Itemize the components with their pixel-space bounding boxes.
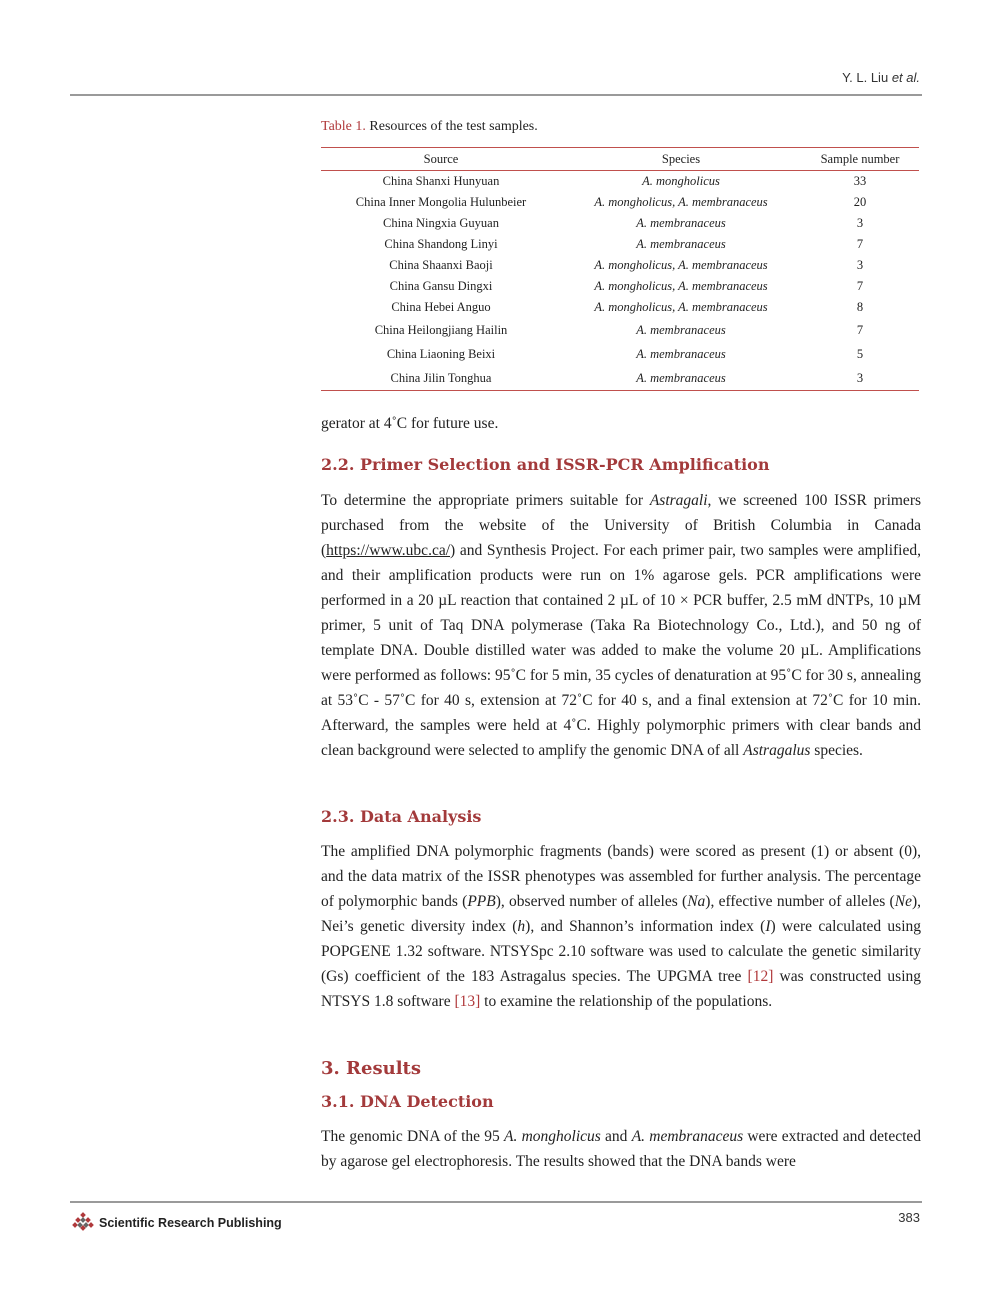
table-label[interactable]: Table 1. <box>321 119 366 134</box>
table-row <box>321 318 919 342</box>
cell-source: China Inner Mongolia Hulunbeier <box>355 195 527 209</box>
cell-species: A. membranaceus <box>636 216 726 230</box>
cell-source: China Gansu Dingxi <box>389 279 493 293</box>
table-row <box>321 276 919 297</box>
publisher-name: Scientific Research Publishing <box>99 1216 282 1230</box>
column-header-source: Source <box>321 148 561 171</box>
section-heading-2-2: 2.2. Primer Selection and ISSR-PCR Amplification <box>321 455 770 474</box>
cell-species: A. membranaceus <box>636 237 726 251</box>
page-number: 383 <box>898 1210 920 1225</box>
ubc-link[interactable]: https://www.ubc.ca/ <box>326 542 451 559</box>
table-row <box>321 366 919 391</box>
samples-table <box>321 147 919 391</box>
cell-sample-number: 7 <box>856 322 864 337</box>
table-row <box>321 342 919 366</box>
cell-source: China Shaanxi Baoji <box>389 258 493 272</box>
cell-sample-number: 20 <box>853 195 867 209</box>
table-row <box>321 297 919 318</box>
header-divider <box>70 94 922 96</box>
cell-sample-number: 7 <box>856 279 864 293</box>
cell-sample-number: 5 <box>856 346 864 361</box>
scirp-logo-icon <box>72 1212 94 1234</box>
cell-species: A. membranaceus <box>636 346 726 361</box>
cell-source: China Ningxia Guyuan <box>383 216 499 230</box>
section-heading-3: 3. Results <box>321 1058 421 1079</box>
reference-link-13[interactable]: [13] <box>454 993 481 1010</box>
cell-source: China Liaoning Beixi <box>386 346 496 361</box>
section-heading-2-3: 2.3. Data Analysis <box>321 807 482 826</box>
cell-species: A. mongholicus, A. membranaceus <box>594 195 768 209</box>
table-row <box>321 255 919 276</box>
cell-sample-number: 33 <box>853 174 867 188</box>
running-header-author: Y. L. Liu et al. <box>842 70 920 85</box>
cell-source: China Shanxi Hunyuan <box>382 174 500 188</box>
cell-species: A. mongholicus, A. membranaceus <box>594 279 768 293</box>
publisher-logo[interactable] <box>72 1212 282 1234</box>
cell-species: A. mongholicus, A. membranaceus <box>594 300 768 314</box>
cell-source: China Jilin Tonghua <box>321 366 561 391</box>
paragraph-dna-detection: The genomic DNA of the 95 A. mongholicus and A. membranaceus were extracted and detected by agarose gel electrophoresis. The results showed that the DNA bands were <box>321 1128 922 1170</box>
column-header-species: Species <box>561 148 801 171</box>
table-row <box>321 234 919 255</box>
paragraph-data-analysis: The amplified DNA polymorphic fragments (bands) were scored as present (1) or absent (0), and the data matrix of the ISSR phenotypes was assembled for further analysis. The percentage of polymorphic bands (PPB), observed number of alleles (Na), effective number of alleles (Ne), Nei’s genetic diversity index (h), and Shannon’s information index (I) were calculated using POPGENE 1.32 software. NTSYSpc 2.10 software was used to calculate the genetic similarity (Gs) coefficient of the 183 Astragalus species. The UPGMA tree [12] was constructed using NTSYS 1.8 software [13] to examine the relationship of the populations. <box>321 843 922 1010</box>
table-row <box>321 192 919 213</box>
continuation-paragraph: gerator at 4˚C for future use. <box>321 415 499 432</box>
table-row <box>321 213 919 234</box>
cell-sample-number: 3 <box>856 216 864 230</box>
reference-link-12[interactable]: [12] <box>747 968 774 985</box>
column-header-sample-number: Sample number <box>801 148 919 171</box>
section-heading-3-1: 3.1. DNA Detection <box>321 1092 494 1111</box>
cell-sample-number: 8 <box>856 300 864 314</box>
table-caption: Table 1. Resources of the test samples. <box>321 119 538 134</box>
cell-species: A. membranaceus <box>636 322 726 337</box>
cell-sample-number: 3 <box>801 366 919 391</box>
cell-sample-number: 3 <box>856 258 864 272</box>
cell-source: China Shandong Linyi <box>384 237 498 251</box>
cell-species: A. mongholicus <box>642 174 720 188</box>
cell-source: China Heilongjiang Hailin <box>374 322 508 337</box>
table-row <box>321 171 919 193</box>
cell-source: China Hebei Anguo <box>391 300 491 314</box>
footer-divider <box>70 1201 922 1203</box>
table-header-row <box>321 148 919 171</box>
cell-sample-number: 7 <box>856 237 864 251</box>
cell-species: A. mongholicus, A. membranaceus <box>594 258 768 272</box>
paragraph-primer-selection: To determine the appropriate primers suitable for Astragali, we screened 100 ISSR primers purchased from the website of the University of British Columbia in Canada (https://www.ubc.ca/) and Synthesis Project. For each primer pair, two samples were amplified, and their amplification products were run on 1% agarose gels. PCR amplifications were performed in a 20 µL reaction that contained 2 µL of 10 × PCR buffer, 2.5 mM dNTPs, 10 µM primer, 5 unit of Taq DNA polymerase (Taka Ra Biotechnology Co., Ltd.), and 50 ng of template DNA. Double distilled water was added to make the volume 20 µL. Amplifications were performed as follows: 95˚C for 5 min, 35 cycles of denaturation at 95˚C for 30 s, annealing at 53˚C - 57˚C for 40 s, extension at 72˚C for 40 s, and a final extension at 72˚C for 10 min. Afterward, the samples were held at 4˚C. Highly polymorphic primers with clear bands and clean background were selected to amplify the genomic DNA of all Astragalus species. <box>321 492 922 759</box>
cell-species: A. membranaceus <box>561 366 801 391</box>
